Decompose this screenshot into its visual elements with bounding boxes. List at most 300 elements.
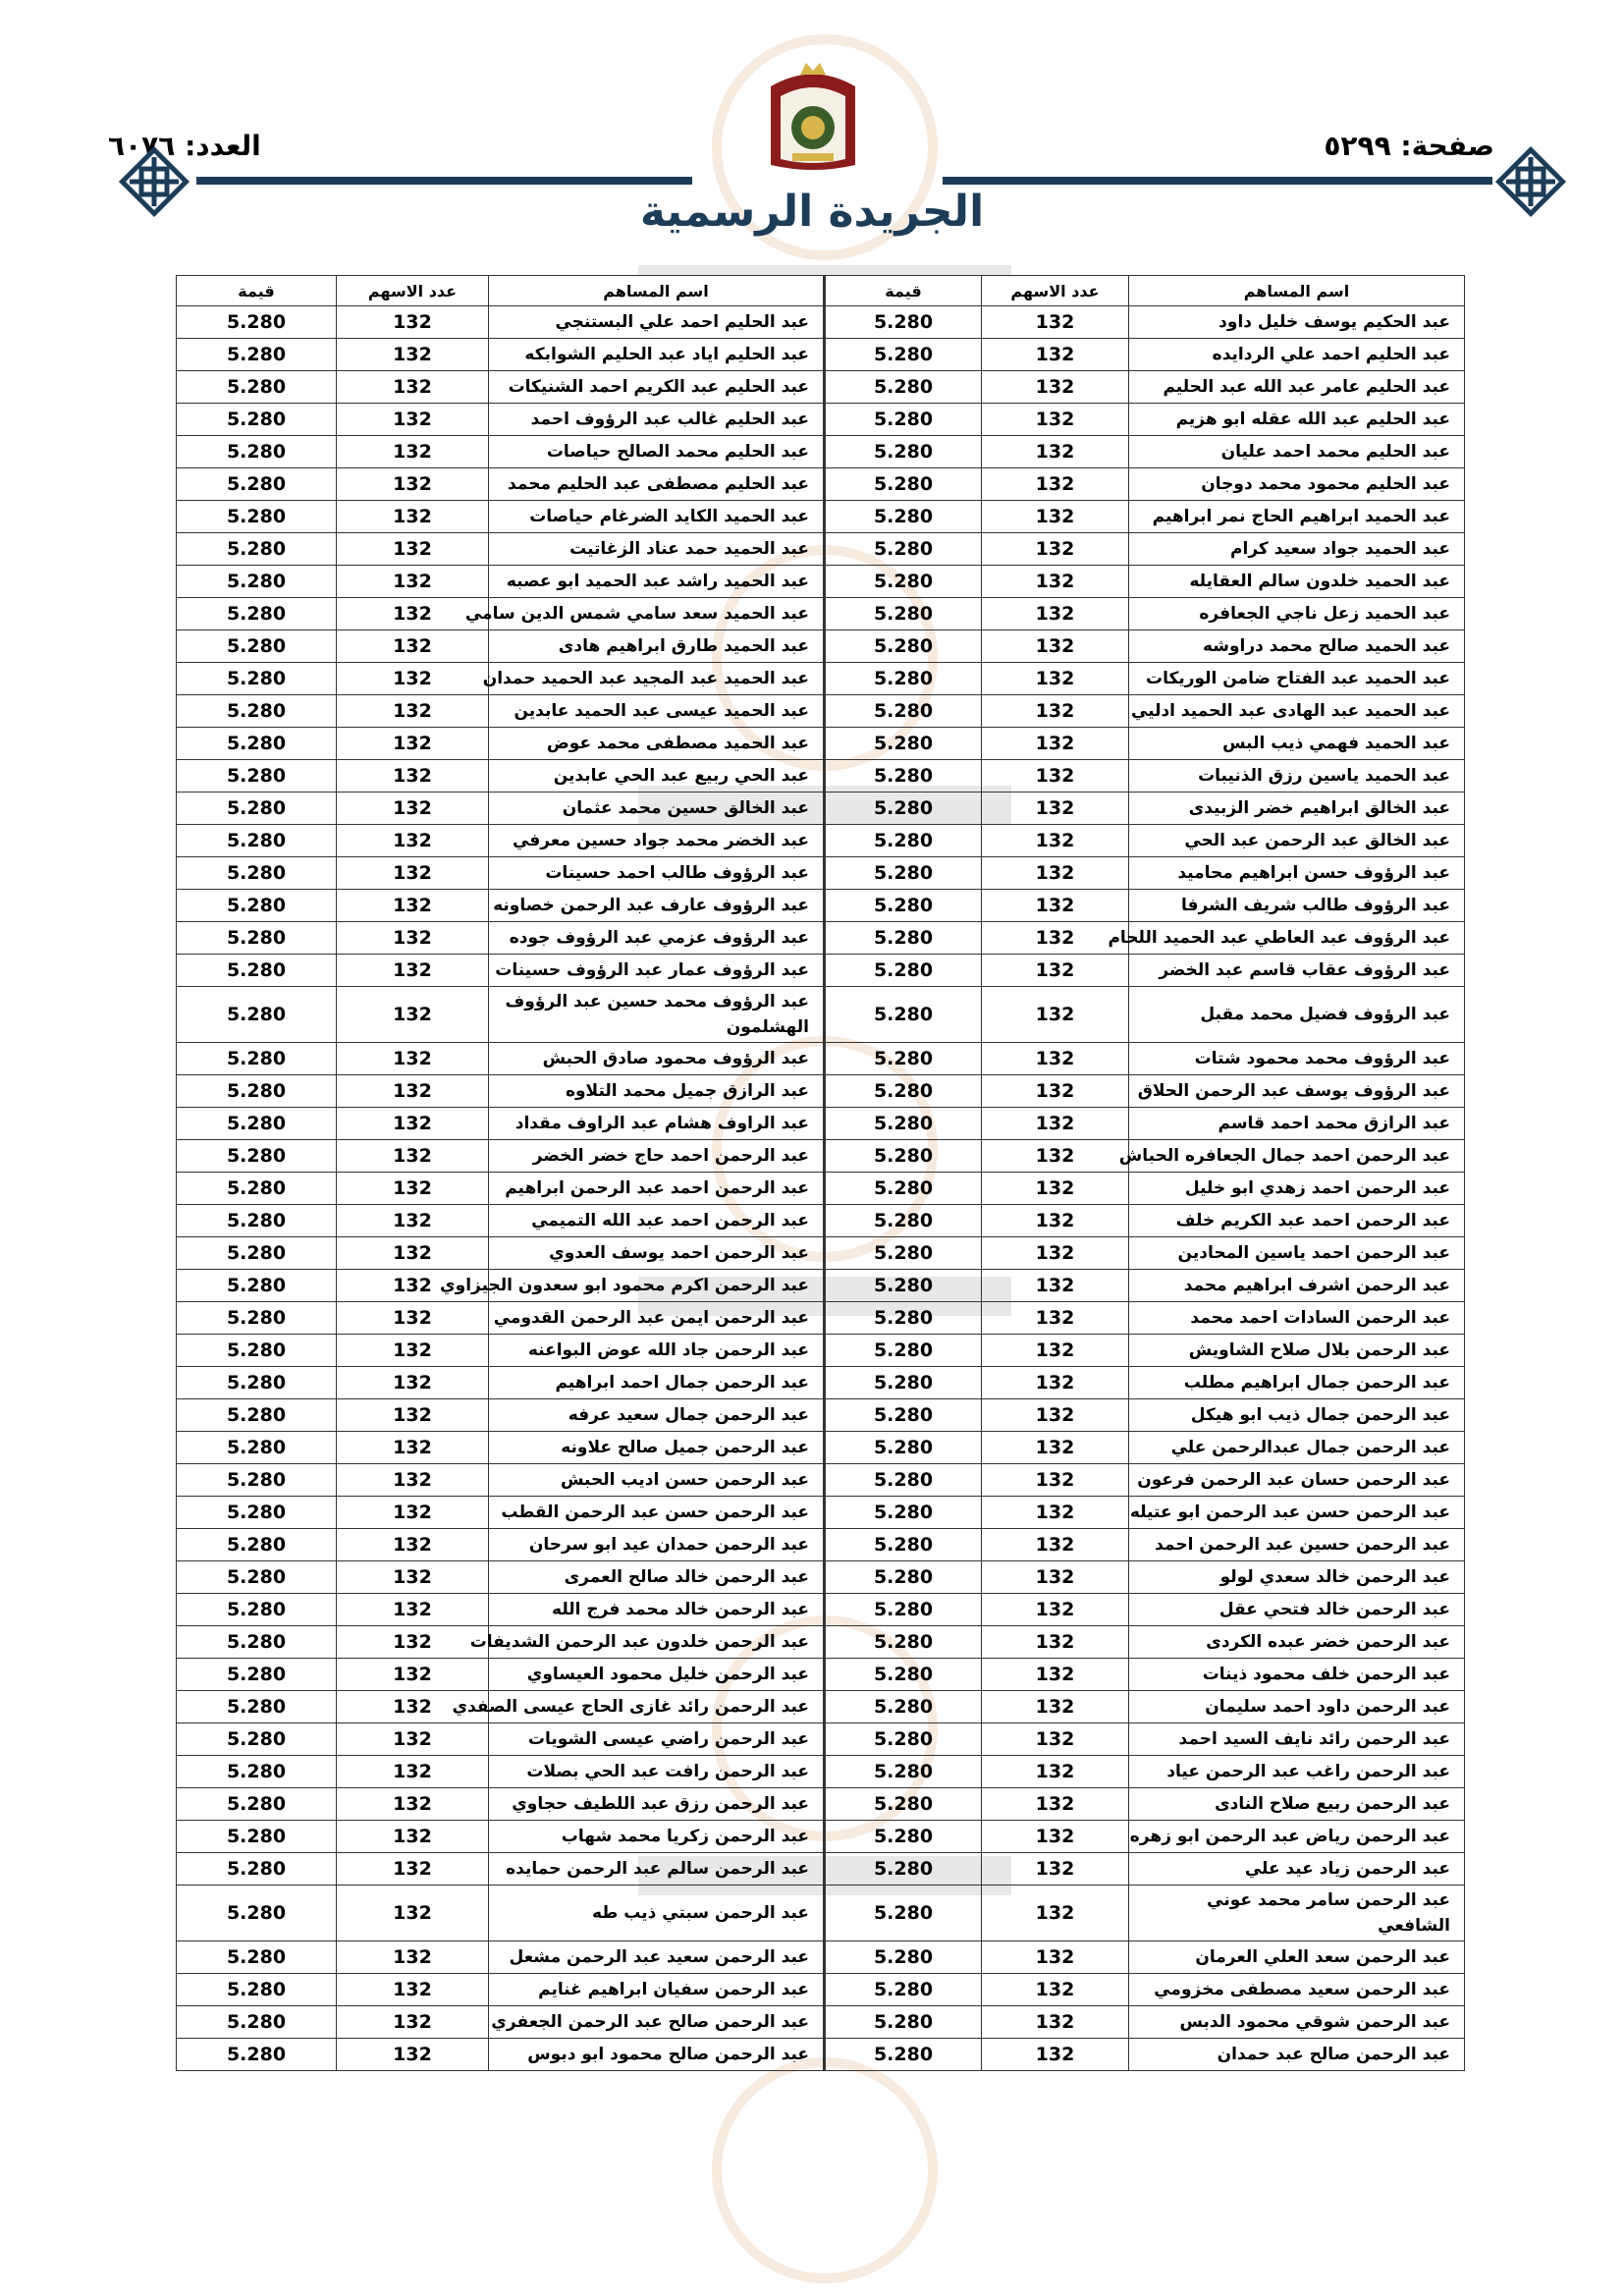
share-count-cell: 132 xyxy=(337,566,489,598)
share-value-cell: 5.280 xyxy=(825,1140,982,1173)
shareholder-name-cell: عبد الرحمن احمد عبد الكريم خلف xyxy=(1129,1205,1465,1237)
header-rule-right xyxy=(943,177,1492,185)
share-value-cell: 5.280 xyxy=(177,1659,337,1691)
shareholder-name-cell: عبد الرحمن رائد غازى الحاج عيسى الصفدي xyxy=(489,1691,825,1723)
shareholder-name-cell: عبد الرؤوف عقاب قاسم عبد الخضر xyxy=(1129,955,1465,987)
share-value-cell: 5.280 xyxy=(825,1075,982,1108)
shareholder-name-cell: عبد الحميد عيسى عبد الحميد عابدين xyxy=(489,695,825,728)
shareholder-name-cell: عبد الحميد حمد عناد الزغاتيت xyxy=(489,533,825,566)
share-count-cell: 132 xyxy=(337,1335,489,1367)
shareholder-name-cell: عبد الرحمن بلال صلاح الشاويش xyxy=(1129,1335,1465,1367)
share-value-cell: 5.280 xyxy=(177,1399,337,1432)
shareholder-name-cell: عبد الحميد خلدون سالم العقايله xyxy=(1129,566,1465,598)
table-body xyxy=(177,306,1465,2071)
share-value-cell: 5.280 xyxy=(177,1594,337,1626)
table-row xyxy=(177,793,1465,825)
table-row xyxy=(177,339,1465,371)
share-value-cell: 5.280 xyxy=(825,566,982,598)
share-value-cell: 5.280 xyxy=(177,793,337,825)
share-count-cell: 132 xyxy=(982,1108,1129,1140)
share-value-cell: 5.280 xyxy=(177,1529,337,1561)
share-value-cell: 5.280 xyxy=(177,1788,337,1821)
share-count-cell: 132 xyxy=(982,404,1129,436)
share-value-cell: 5.280 xyxy=(825,728,982,760)
share-value-cell: 5.280 xyxy=(177,1432,337,1464)
share-value-cell: 5.280 xyxy=(825,1108,982,1140)
share-value-cell: 5.280 xyxy=(177,922,337,955)
shareholder-name-cell: عبد الرحمن جمال عبدالرحمن علي xyxy=(1129,1432,1465,1464)
share-value-cell: 5.280 xyxy=(177,1821,337,1853)
shareholder-name-cell: عبد الحليم محمد احمد عليان xyxy=(1129,436,1465,468)
share-count-cell: 132 xyxy=(337,1886,489,1941)
share-count-cell: 132 xyxy=(337,630,489,663)
table-row xyxy=(177,1756,1465,1788)
share-count-cell: 132 xyxy=(982,857,1129,890)
table-row xyxy=(177,663,1465,695)
share-count-cell: 132 xyxy=(337,1659,489,1691)
share-value-cell: 5.280 xyxy=(177,2006,337,2039)
share-count-cell: 132 xyxy=(337,1626,489,1659)
shareholder-name-cell: عبد الرحمن شوقي محمود الدبس xyxy=(1129,2006,1465,2039)
share-count-cell: 132 xyxy=(337,1941,489,1974)
share-value-cell: 5.280 xyxy=(825,825,982,857)
share-count-cell: 132 xyxy=(982,1941,1129,1974)
shareholder-name-cell: عبد الرحمن حسين عبد الرحمن احمد xyxy=(1129,1529,1465,1561)
share-count-cell: 132 xyxy=(337,1075,489,1108)
shareholder-name-cell: عبد الرحمن حسن عبد الرحمن ابو عتيله xyxy=(1129,1497,1465,1529)
shareholder-name-cell: عبد الحميد فهمي ذيب البس xyxy=(1129,728,1465,760)
share-value-cell: 5.280 xyxy=(825,1399,982,1432)
shareholder-name-cell: عبد الرحمن سفيان ابراهيم غنايم xyxy=(489,1974,825,2006)
share-count-cell: 132 xyxy=(337,468,489,501)
shareholder-name-cell: عبد الرحمن رياض عبد الرحمن ابو زهره xyxy=(1129,1821,1465,1853)
share-count-cell: 132 xyxy=(337,1594,489,1626)
share-value-cell: 5.280 xyxy=(825,339,982,371)
share-value-cell: 5.280 xyxy=(177,1043,337,1075)
share-value-cell: 5.280 xyxy=(177,501,337,533)
share-value-cell: 5.280 xyxy=(825,1821,982,1853)
share-value-cell: 5.280 xyxy=(177,695,337,728)
share-count-cell: 132 xyxy=(982,987,1129,1043)
shareholder-name-cell: عبد الرؤوف عارف عبد الرحمن خصاونه xyxy=(489,890,825,922)
shareholder-name-cell: عبد الرحمن جمال احمد ابراهيم xyxy=(489,1367,825,1399)
table-row xyxy=(177,695,1465,728)
share-value-cell: 5.280 xyxy=(825,1756,982,1788)
shareholder-name-cell: عبد الرحمن ربيع صلاح النادى xyxy=(1129,1788,1465,1821)
table-row xyxy=(177,1659,1465,1691)
share-count-cell: 132 xyxy=(337,1497,489,1529)
shareholder-name-cell: عبد الحليم احمد علي البستنجي xyxy=(489,306,825,339)
shareholder-name-cell: عبد الرحمن احمد زهدي ابو خليل xyxy=(1129,1173,1465,1205)
share-value-cell: 5.280 xyxy=(177,630,337,663)
share-value-cell: 5.280 xyxy=(177,533,337,566)
shareholder-name-cell: عبد الحميد ياسين رزق الذنيبات xyxy=(1129,760,1465,793)
shareholder-name-cell: عبد الرحمن زياد عيد علي xyxy=(1129,1853,1465,1886)
table-row xyxy=(177,955,1465,987)
share-count-cell: 132 xyxy=(337,1821,489,1853)
share-value-cell: 5.280 xyxy=(825,890,982,922)
share-value-cell: 5.280 xyxy=(177,1464,337,1497)
share-value-cell: 5.280 xyxy=(177,1723,337,1756)
table-row xyxy=(177,371,1465,404)
shareholder-name-cell: عبد الرحمن راضي عيسى الشويات xyxy=(489,1723,825,1756)
column-header-name: اسم المساهم xyxy=(489,276,825,306)
share-value-cell: 5.280 xyxy=(825,1886,982,1941)
share-value-cell: 5.280 xyxy=(177,955,337,987)
share-count-cell: 132 xyxy=(337,501,489,533)
shareholder-name-cell: عبد الرحمن خالد صالح العمرى xyxy=(489,1561,825,1594)
share-count-cell: 132 xyxy=(982,2006,1129,2039)
table-row xyxy=(177,1205,1465,1237)
share-count-cell: 132 xyxy=(982,695,1129,728)
shareholder-name-cell: عبد الرحمن داود احمد سليمان xyxy=(1129,1691,1465,1723)
share-value-cell: 5.280 xyxy=(825,598,982,630)
share-count-cell: 132 xyxy=(337,1723,489,1756)
share-count-cell: 132 xyxy=(982,1302,1129,1335)
table-row xyxy=(177,1626,1465,1659)
share-value-cell: 5.280 xyxy=(825,1335,982,1367)
shareholder-name-cell: عبد الرحمن جمال ابراهيم مطلب xyxy=(1129,1367,1465,1399)
coat-of-arms-icon xyxy=(751,57,875,181)
shareholder-name-cell: عبد الخالق عبد الرحمن عبد الحي xyxy=(1129,825,1465,857)
shareholder-name-cell: عبد الحليم اياد عبد الحليم الشوابكه xyxy=(489,339,825,371)
shareholder-name-cell: عبد الحميد راشد عبد الحميد ابو عصبه xyxy=(489,566,825,598)
shareholder-name-cell: عبد الرحمن راغب عبد الرحمن عياد xyxy=(1129,1756,1465,1788)
share-count-cell: 132 xyxy=(982,468,1129,501)
table-row xyxy=(177,1853,1465,1886)
share-count-cell: 132 xyxy=(982,1173,1129,1205)
shareholder-name-cell: عبد الرازق جميل محمد التلاوه xyxy=(489,1075,825,1108)
share-count-cell: 132 xyxy=(982,955,1129,987)
share-value-cell: 5.280 xyxy=(825,404,982,436)
share-count-cell: 132 xyxy=(982,2039,1129,2071)
share-count-cell: 132 xyxy=(337,1237,489,1270)
shareholder-name-cell: عبد الرحمن حسن عبد الرحمن القطب xyxy=(489,1497,825,1529)
share-count-cell: 132 xyxy=(337,1691,489,1723)
issue-number: العدد: ٦٠٧٦ xyxy=(108,130,261,162)
table-row xyxy=(177,825,1465,857)
share-count-cell: 132 xyxy=(982,760,1129,793)
share-count-cell: 132 xyxy=(982,1140,1129,1173)
table-row xyxy=(177,1043,1465,1075)
share-count-cell: 132 xyxy=(337,1788,489,1821)
share-count-cell: 132 xyxy=(337,1464,489,1497)
share-value-cell: 5.280 xyxy=(177,1302,337,1335)
share-count-cell: 132 xyxy=(337,825,489,857)
share-value-cell: 5.280 xyxy=(825,1205,982,1237)
share-count-cell: 132 xyxy=(337,857,489,890)
shareholder-name-cell: عبد الرحمن حسن اديب الحبش xyxy=(489,1464,825,1497)
share-count-cell: 132 xyxy=(982,306,1129,339)
shareholder-name-cell: عبد الحليم عبد الكريم احمد الشنيكات xyxy=(489,371,825,404)
share-count-cell: 132 xyxy=(982,501,1129,533)
share-value-cell: 5.280 xyxy=(825,468,982,501)
share-value-cell: 5.280 xyxy=(177,2039,337,2071)
shareholder-name-cell: عبد الحميد عبد الهادى عبد الحميد ادليي xyxy=(1129,695,1465,728)
table-row xyxy=(177,1367,1465,1399)
share-count-cell: 132 xyxy=(337,1205,489,1237)
share-count-cell: 132 xyxy=(337,2006,489,2039)
share-count-cell: 132 xyxy=(337,922,489,955)
share-value-cell: 5.280 xyxy=(825,1529,982,1561)
share-value-cell: 5.280 xyxy=(825,695,982,728)
shareholder-name-cell: عبد الحليم محمود محمد دوجان xyxy=(1129,468,1465,501)
shareholder-name-cell: عبد الحميد عبد المجيد عبد الحميد حمدان xyxy=(489,663,825,695)
share-value-cell: 5.280 xyxy=(825,1497,982,1529)
table-row xyxy=(177,1464,1465,1497)
share-count-cell: 132 xyxy=(982,1691,1129,1723)
table-row xyxy=(177,630,1465,663)
share-count-cell: 132 xyxy=(337,1270,489,1302)
table-row xyxy=(177,2039,1465,2071)
share-count-cell: 132 xyxy=(337,371,489,404)
share-value-cell: 5.280 xyxy=(177,339,337,371)
shareholder-name-cell: عبد الرحمن اشرف ابراهيم محمد xyxy=(1129,1270,1465,1302)
share-value-cell: 5.280 xyxy=(825,1788,982,1821)
share-value-cell: 5.280 xyxy=(177,1270,337,1302)
table-row xyxy=(177,1302,1465,1335)
shareholder-name-cell: عبد الرؤوف محمد محمود شتات xyxy=(1129,1043,1465,1075)
shareholder-name-cell: عبد الخالق ابراهيم خضر الزبيدى xyxy=(1129,793,1465,825)
share-count-cell: 132 xyxy=(982,1399,1129,1432)
share-value-cell: 5.280 xyxy=(177,436,337,468)
share-value-cell: 5.280 xyxy=(825,1941,982,1974)
share-value-cell: 5.280 xyxy=(825,857,982,890)
share-count-cell: 132 xyxy=(982,1853,1129,1886)
table-row xyxy=(177,1497,1465,1529)
share-value-cell: 5.280 xyxy=(825,760,982,793)
shareholder-name-cell: عبد الرحمن سامر محمد عوني الشافعي xyxy=(1129,1886,1465,1941)
share-value-cell: 5.280 xyxy=(177,1335,337,1367)
table-row xyxy=(177,987,1465,1043)
share-count-cell: 132 xyxy=(982,339,1129,371)
share-count-cell: 132 xyxy=(337,1367,489,1399)
share-count-cell: 132 xyxy=(982,1205,1129,1237)
share-value-cell: 5.280 xyxy=(825,1561,982,1594)
share-count-cell: 132 xyxy=(982,1529,1129,1561)
table-row xyxy=(177,1140,1465,1173)
share-count-cell: 132 xyxy=(982,566,1129,598)
share-count-cell: 132 xyxy=(982,1367,1129,1399)
shareholder-name-cell: عبد الحليم غالب عبد الرؤوف احمد xyxy=(489,404,825,436)
shareholder-name-cell: عبد الرحمن خلف محمود ذينات xyxy=(1129,1659,1465,1691)
share-value-cell: 5.280 xyxy=(177,1075,337,1108)
share-value-cell: 5.280 xyxy=(825,1043,982,1075)
share-value-cell: 5.280 xyxy=(177,598,337,630)
shareholder-name-cell: عبد الرؤوف طالب احمد حسينات xyxy=(489,857,825,890)
share-count-cell: 132 xyxy=(337,1140,489,1173)
share-count-cell: 132 xyxy=(337,598,489,630)
share-value-cell: 5.280 xyxy=(177,371,337,404)
shareholder-name-cell: عبد الرحمن جميل صالح علاونه xyxy=(489,1432,825,1464)
table-row xyxy=(177,1788,1465,1821)
shareholder-name-cell: عبد الحميد زعل ناجي الجعافره xyxy=(1129,598,1465,630)
table-row xyxy=(177,1432,1465,1464)
shareholder-name-cell: عبد الرؤوف طالب شريف الشرفا xyxy=(1129,890,1465,922)
shareholder-name-cell: عبد الرحمن خلدون عبد الرحمن الشديفات xyxy=(489,1626,825,1659)
share-value-cell: 5.280 xyxy=(177,306,337,339)
table-row xyxy=(177,566,1465,598)
share-count-cell: 132 xyxy=(982,1075,1129,1108)
shareholder-name-cell: عبد الرحمن اكرم محمود ابو سعدون الجيزاوي xyxy=(489,1270,825,1302)
table-row xyxy=(177,1594,1465,1626)
share-count-cell: 132 xyxy=(337,436,489,468)
shareholder-name-cell: عبد الرحمن ايمن عبد الرحمن القدومي xyxy=(489,1302,825,1335)
share-value-cell: 5.280 xyxy=(177,663,337,695)
share-value-cell: 5.280 xyxy=(177,1691,337,1723)
shareholder-name-cell: عبد الحليم محمد الصالح حياصات xyxy=(489,436,825,468)
share-count-cell: 132 xyxy=(337,1043,489,1075)
shareholder-name-cell: عبد الرحمن خالد فتحي عقل xyxy=(1129,1594,1465,1626)
column-header-shares: عدد الاسهم xyxy=(982,276,1129,306)
table-row xyxy=(177,1270,1465,1302)
shareholder-name-cell: عبد الرحمن احمد ياسين المحادين xyxy=(1129,1237,1465,1270)
table-row xyxy=(177,436,1465,468)
shareholder-name-cell: عبد الرحمن رافت عبد الحي بصلات xyxy=(489,1756,825,1788)
shareholder-name-cell: عبد الرحمن احمد حاج خضر الخضر xyxy=(489,1140,825,1173)
table-row xyxy=(177,1108,1465,1140)
column-header-name: اسم المساهم xyxy=(1129,276,1465,306)
share-value-cell: 5.280 xyxy=(825,1270,982,1302)
share-value-cell: 5.280 xyxy=(177,1140,337,1173)
share-value-cell: 5.280 xyxy=(177,1853,337,1886)
shareholder-name-cell: عبد الحميد جواد سعيد كرام xyxy=(1129,533,1465,566)
share-value-cell: 5.280 xyxy=(825,1594,982,1626)
column-header-value: قيمة xyxy=(177,276,337,306)
table-row xyxy=(177,728,1465,760)
share-count-cell: 132 xyxy=(982,1335,1129,1367)
shareholder-name-cell: عبد الرحمن خضر عبده الكردى xyxy=(1129,1626,1465,1659)
share-value-cell: 5.280 xyxy=(177,1108,337,1140)
shareholder-name-cell: عبد الحليم احمد علي الردايده xyxy=(1129,339,1465,371)
shareholder-name-cell: عبد الرحمن سعد العلي العرمان xyxy=(1129,1941,1465,1974)
table-row xyxy=(177,1821,1465,1853)
share-count-cell: 132 xyxy=(337,306,489,339)
share-value-cell: 5.280 xyxy=(825,1853,982,1886)
shareholder-name-cell: عبد الرؤوف محمد حسين عبد الرؤوف الهشلمون xyxy=(489,987,825,1043)
share-count-cell: 132 xyxy=(982,1821,1129,1853)
table-row xyxy=(177,890,1465,922)
share-value-cell: 5.280 xyxy=(177,1941,337,1974)
share-value-cell: 5.280 xyxy=(177,1173,337,1205)
share-count-cell: 132 xyxy=(337,404,489,436)
share-count-cell: 132 xyxy=(337,890,489,922)
shareholder-name-cell: عبد الرحمن احمد جمال الجعافره الحباش xyxy=(1129,1140,1465,1173)
table-row xyxy=(177,1561,1465,1594)
table-header-row xyxy=(177,276,1465,306)
share-value-cell: 5.280 xyxy=(177,468,337,501)
table-row xyxy=(177,1075,1465,1108)
share-count-cell: 132 xyxy=(982,1594,1129,1626)
table-row xyxy=(177,598,1465,630)
share-count-cell: 132 xyxy=(337,1529,489,1561)
share-count-cell: 132 xyxy=(982,630,1129,663)
shareholder-name-cell: عبد الرؤوف فضيل محمد مقبل xyxy=(1129,987,1465,1043)
share-count-cell: 132 xyxy=(982,1464,1129,1497)
shareholder-name-cell: عبد الحي ربيع عبد الحي عابدين xyxy=(489,760,825,793)
table-row xyxy=(177,2006,1465,2039)
share-value-cell: 5.280 xyxy=(825,533,982,566)
share-value-cell: 5.280 xyxy=(177,1237,337,1270)
shareholder-name-cell: عبد الحميد صالح محمد دراوشه xyxy=(1129,630,1465,663)
share-count-cell: 132 xyxy=(337,1108,489,1140)
shareholder-name-cell: عبد الحليم عامر عبد الله عبد الحليم xyxy=(1129,371,1465,404)
share-count-cell: 132 xyxy=(982,1788,1129,1821)
shareholder-name-cell: عبد الرحمن صالح عبد حمدان xyxy=(1129,2039,1465,2071)
share-count-cell: 132 xyxy=(982,598,1129,630)
share-count-cell: 132 xyxy=(337,1302,489,1335)
shareholder-name-cell: عبد الرحمن احمد عبد الرحمن ابراهيم xyxy=(489,1173,825,1205)
share-value-cell: 5.280 xyxy=(177,566,337,598)
share-count-cell: 132 xyxy=(337,955,489,987)
shareholder-name-cell: عبد الرحمن سبتي ذيب طه xyxy=(489,1886,825,1941)
share-value-cell: 5.280 xyxy=(825,501,982,533)
shareholder-name-cell: عبد الرؤوف حسن ابراهيم محاميد xyxy=(1129,857,1465,890)
table-row xyxy=(177,1723,1465,1756)
share-value-cell: 5.280 xyxy=(825,2006,982,2039)
share-count-cell: 132 xyxy=(337,728,489,760)
share-value-cell: 5.280 xyxy=(825,922,982,955)
shareholder-name-cell: عبد الرحمن سعيد عبد الرحمن مشعل xyxy=(489,1941,825,1974)
share-count-cell: 132 xyxy=(982,793,1129,825)
table-row xyxy=(177,1941,1465,1974)
share-count-cell: 132 xyxy=(982,922,1129,955)
page-header xyxy=(0,0,1624,255)
share-value-cell: 5.280 xyxy=(825,436,982,468)
share-count-cell: 132 xyxy=(982,1659,1129,1691)
shareholder-name-cell: عبد الرؤوف عبد العاطي عبد الحميد اللحام xyxy=(1129,922,1465,955)
share-value-cell: 5.280 xyxy=(177,1886,337,1941)
share-value-cell: 5.280 xyxy=(177,760,337,793)
shareholder-name-cell: عبد الحميد مصطفى محمد عوض xyxy=(489,728,825,760)
share-value-cell: 5.280 xyxy=(825,1626,982,1659)
share-value-cell: 5.280 xyxy=(177,1626,337,1659)
share-value-cell: 5.280 xyxy=(825,955,982,987)
shareholder-name-cell: عبد الرحمن خالد محمد فرج الله xyxy=(489,1594,825,1626)
share-count-cell: 132 xyxy=(982,533,1129,566)
share-value-cell: 5.280 xyxy=(177,890,337,922)
page-title: الجريدة الرسمية xyxy=(639,187,985,237)
share-count-cell: 132 xyxy=(982,1237,1129,1270)
shareholders-table xyxy=(176,275,1465,2071)
share-value-cell: 5.280 xyxy=(825,306,982,339)
shareholder-name-cell: عبد الحليم مصطفى عبد الحليم محمد xyxy=(489,468,825,501)
shareholder-name-cell: عبد الرحمن احمد عبد الله التميمي xyxy=(489,1205,825,1237)
shareholders-table-wrapper xyxy=(177,275,1465,2071)
shareholder-name-cell: عبد الرحمن رزق عبد اللطيف حجاوي xyxy=(489,1788,825,1821)
share-count-cell: 132 xyxy=(337,1756,489,1788)
share-count-cell: 132 xyxy=(337,339,489,371)
table-row xyxy=(177,533,1465,566)
share-count-cell: 132 xyxy=(337,1561,489,1594)
share-value-cell: 5.280 xyxy=(825,1691,982,1723)
shareholder-name-cell: عبد الرحمن حسان عبد الرحمن فرعون xyxy=(1129,1464,1465,1497)
share-value-cell: 5.280 xyxy=(825,1302,982,1335)
share-value-cell: 5.280 xyxy=(825,1659,982,1691)
table-row xyxy=(177,857,1465,890)
shareholder-name-cell: عبد الرحمن خالد سعدي لولو xyxy=(1129,1561,1465,1594)
share-count-cell: 132 xyxy=(337,1399,489,1432)
shareholder-name-cell: عبد الحميد طارق ابراهيم هادى xyxy=(489,630,825,663)
share-value-cell: 5.280 xyxy=(825,1723,982,1756)
shareholder-name-cell: عبد الرحمن جمال ذيب ابو هيكل xyxy=(1129,1399,1465,1432)
table-row xyxy=(177,1399,1465,1432)
share-value-cell: 5.280 xyxy=(177,1974,337,2006)
share-count-cell: 132 xyxy=(337,1432,489,1464)
share-count-cell: 132 xyxy=(982,1432,1129,1464)
shareholder-name-cell: عبد الحميد عبد الفتاح ضامن الوريكات xyxy=(1129,663,1465,695)
table-row xyxy=(177,468,1465,501)
